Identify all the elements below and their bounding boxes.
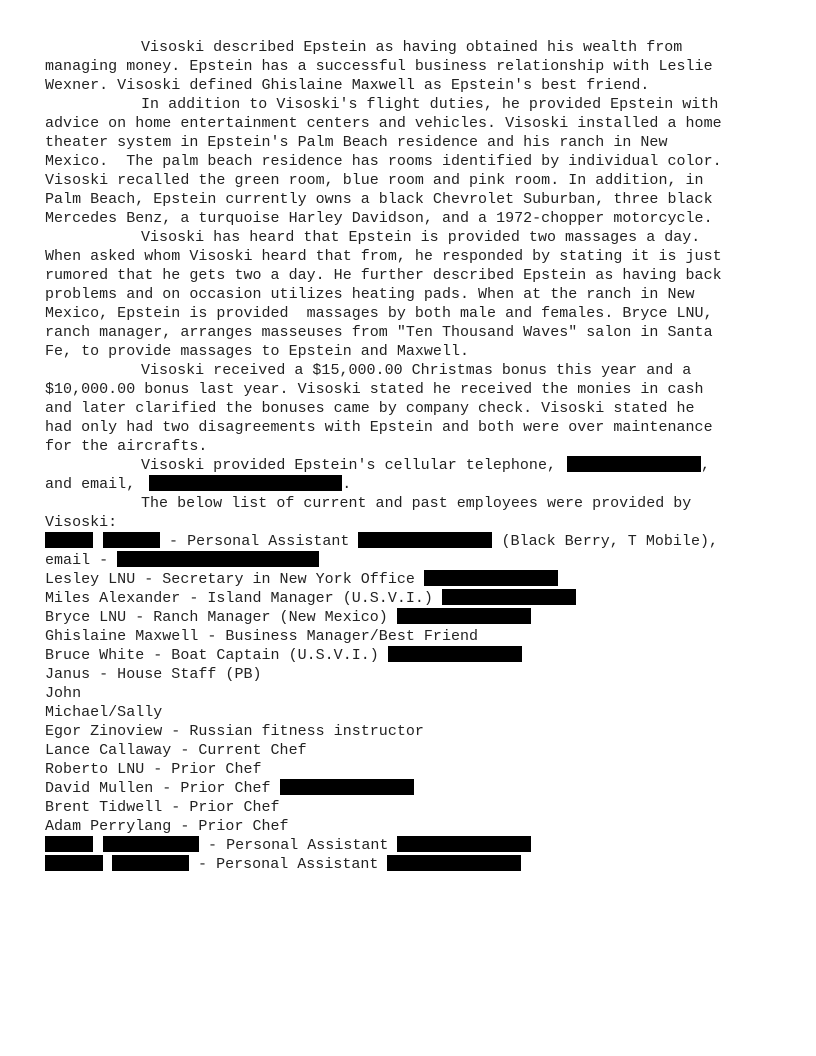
redaction-box: [388, 646, 522, 662]
text-line: for the aircrafts.: [45, 438, 208, 455]
redaction-box: [103, 836, 199, 852]
redaction-box: [442, 589, 576, 605]
text-line: problems and on occasion utilizes heating pads. When at the ranch in New: [45, 286, 695, 303]
text-line: Visoski provided Epstein's cellular telephone, ,: [141, 457, 711, 474]
text-line: Visoski:: [45, 514, 118, 531]
text-line: Mexico, Epstein is provided massages by both male and females. Bryce LNU,: [45, 305, 713, 322]
redaction-box: [45, 855, 103, 871]
redaction-box: [424, 570, 558, 586]
text-line: $10,000.00 bonus last year. Visoski stated he received the monies in cash: [45, 381, 704, 398]
text-line: When asked whom Visoski heard that from, he responded by stating it is just: [45, 248, 722, 265]
list-item: Lesley LNU - Secretary in New York Office: [45, 570, 775, 589]
list-item: Michael/Sally: [45, 704, 163, 721]
text-line: Visoski received a $15,000.00 Christmas bonus this year and a: [141, 362, 692, 379]
text-line: Mercedes Benz, a turquoise Harley Davidson, and a 1972-chopper motorcycle.: [45, 210, 713, 227]
text-line: In addition to Visoski's flight duties, he provided Epstein with: [141, 96, 719, 113]
list-item: email -: [45, 551, 775, 570]
redaction-box: [117, 551, 319, 567]
list-item: Brent Tidwell - Prior Chef: [45, 799, 280, 816]
document-page: [45, 38, 775, 874]
text-line: advice on home entertainment centers and vehicles. Visoski installed a home: [45, 115, 722, 132]
list-item: Lance Callaway - Current Chef: [45, 742, 307, 759]
list-item: - Personal Assistant: [45, 855, 775, 874]
list-item: - Personal Assistant: [45, 836, 775, 855]
text-line: managing money. Epstein has a successful business relationship with Leslie: [45, 58, 713, 75]
list-item: Bryce LNU - Ranch Manager (New Mexico): [45, 608, 775, 627]
list-item: Roberto LNU - Prior Chef: [45, 761, 262, 778]
text-line: and email, .: [45, 476, 352, 493]
redaction-box: [397, 836, 531, 852]
text-line: ranch manager, arranges masseuses from "Ten Thousand Waves" salon in Santa: [45, 324, 713, 341]
redaction-box: [149, 475, 342, 491]
text-line: Palm Beach, Epstein currently owns a black Chevrolet Suburban, three black: [45, 191, 713, 208]
redaction-box: [567, 456, 701, 472]
redaction-box: [358, 532, 492, 548]
list-item: Miles Alexander - Island Manager (U.S.V.I.): [45, 589, 775, 608]
redaction-box: [45, 836, 93, 852]
list-item: John: [45, 685, 82, 702]
redaction-box: [387, 855, 521, 871]
text-line: rumored that he gets two a day. He further described Epstein as having back: [45, 267, 722, 284]
redaction-box: [280, 779, 414, 795]
list-item: Bruce White - Boat Captain (U.S.V.I.): [45, 646, 775, 665]
text-line: Visoski described Epstein as having obtained his wealth from: [141, 39, 683, 56]
list-item: David Mullen - Prior Chef: [45, 779, 775, 798]
redaction-box: [45, 532, 93, 548]
text-line: Mexico. The palm beach residence has rooms identified by individual color.: [45, 153, 722, 170]
redaction-box: [397, 608, 531, 624]
text-line: Fe, to provide massages to Epstein and Maxwell.: [45, 343, 470, 360]
list-item: Janus - House Staff (PB): [45, 666, 262, 683]
redaction-box: [112, 855, 189, 871]
list-item: Ghislaine Maxwell - Business Manager/Best Friend: [45, 628, 479, 645]
text-line: Visoski recalled the green room, blue room and pink room. In addition, in: [45, 172, 704, 189]
list-item: Adam Perrylang - Prior Chef: [45, 818, 289, 835]
text-line: The below list of current and past employees were provided by: [141, 495, 692, 512]
text-line: and later clarified the bonuses came by company check. Visoski stated he: [45, 400, 695, 417]
text-line: Visoski has heard that Epstein is provided two massages a day.: [141, 229, 701, 246]
text-line: had only had two disagreements with Epstein and both were over maintenance: [45, 419, 713, 436]
text-line: theater system in Epstein's Palm Beach residence and his ranch in New: [45, 134, 668, 151]
redaction-box: [103, 532, 160, 548]
list-item: - Personal Assistant (Black Berry, T Mobile),: [45, 532, 775, 551]
list-item: Egor Zinoview - Russian fitness instructor: [45, 723, 424, 740]
text-line: Wexner. Visoski defined Ghislaine Maxwell as Epstein's best friend.: [45, 77, 650, 94]
